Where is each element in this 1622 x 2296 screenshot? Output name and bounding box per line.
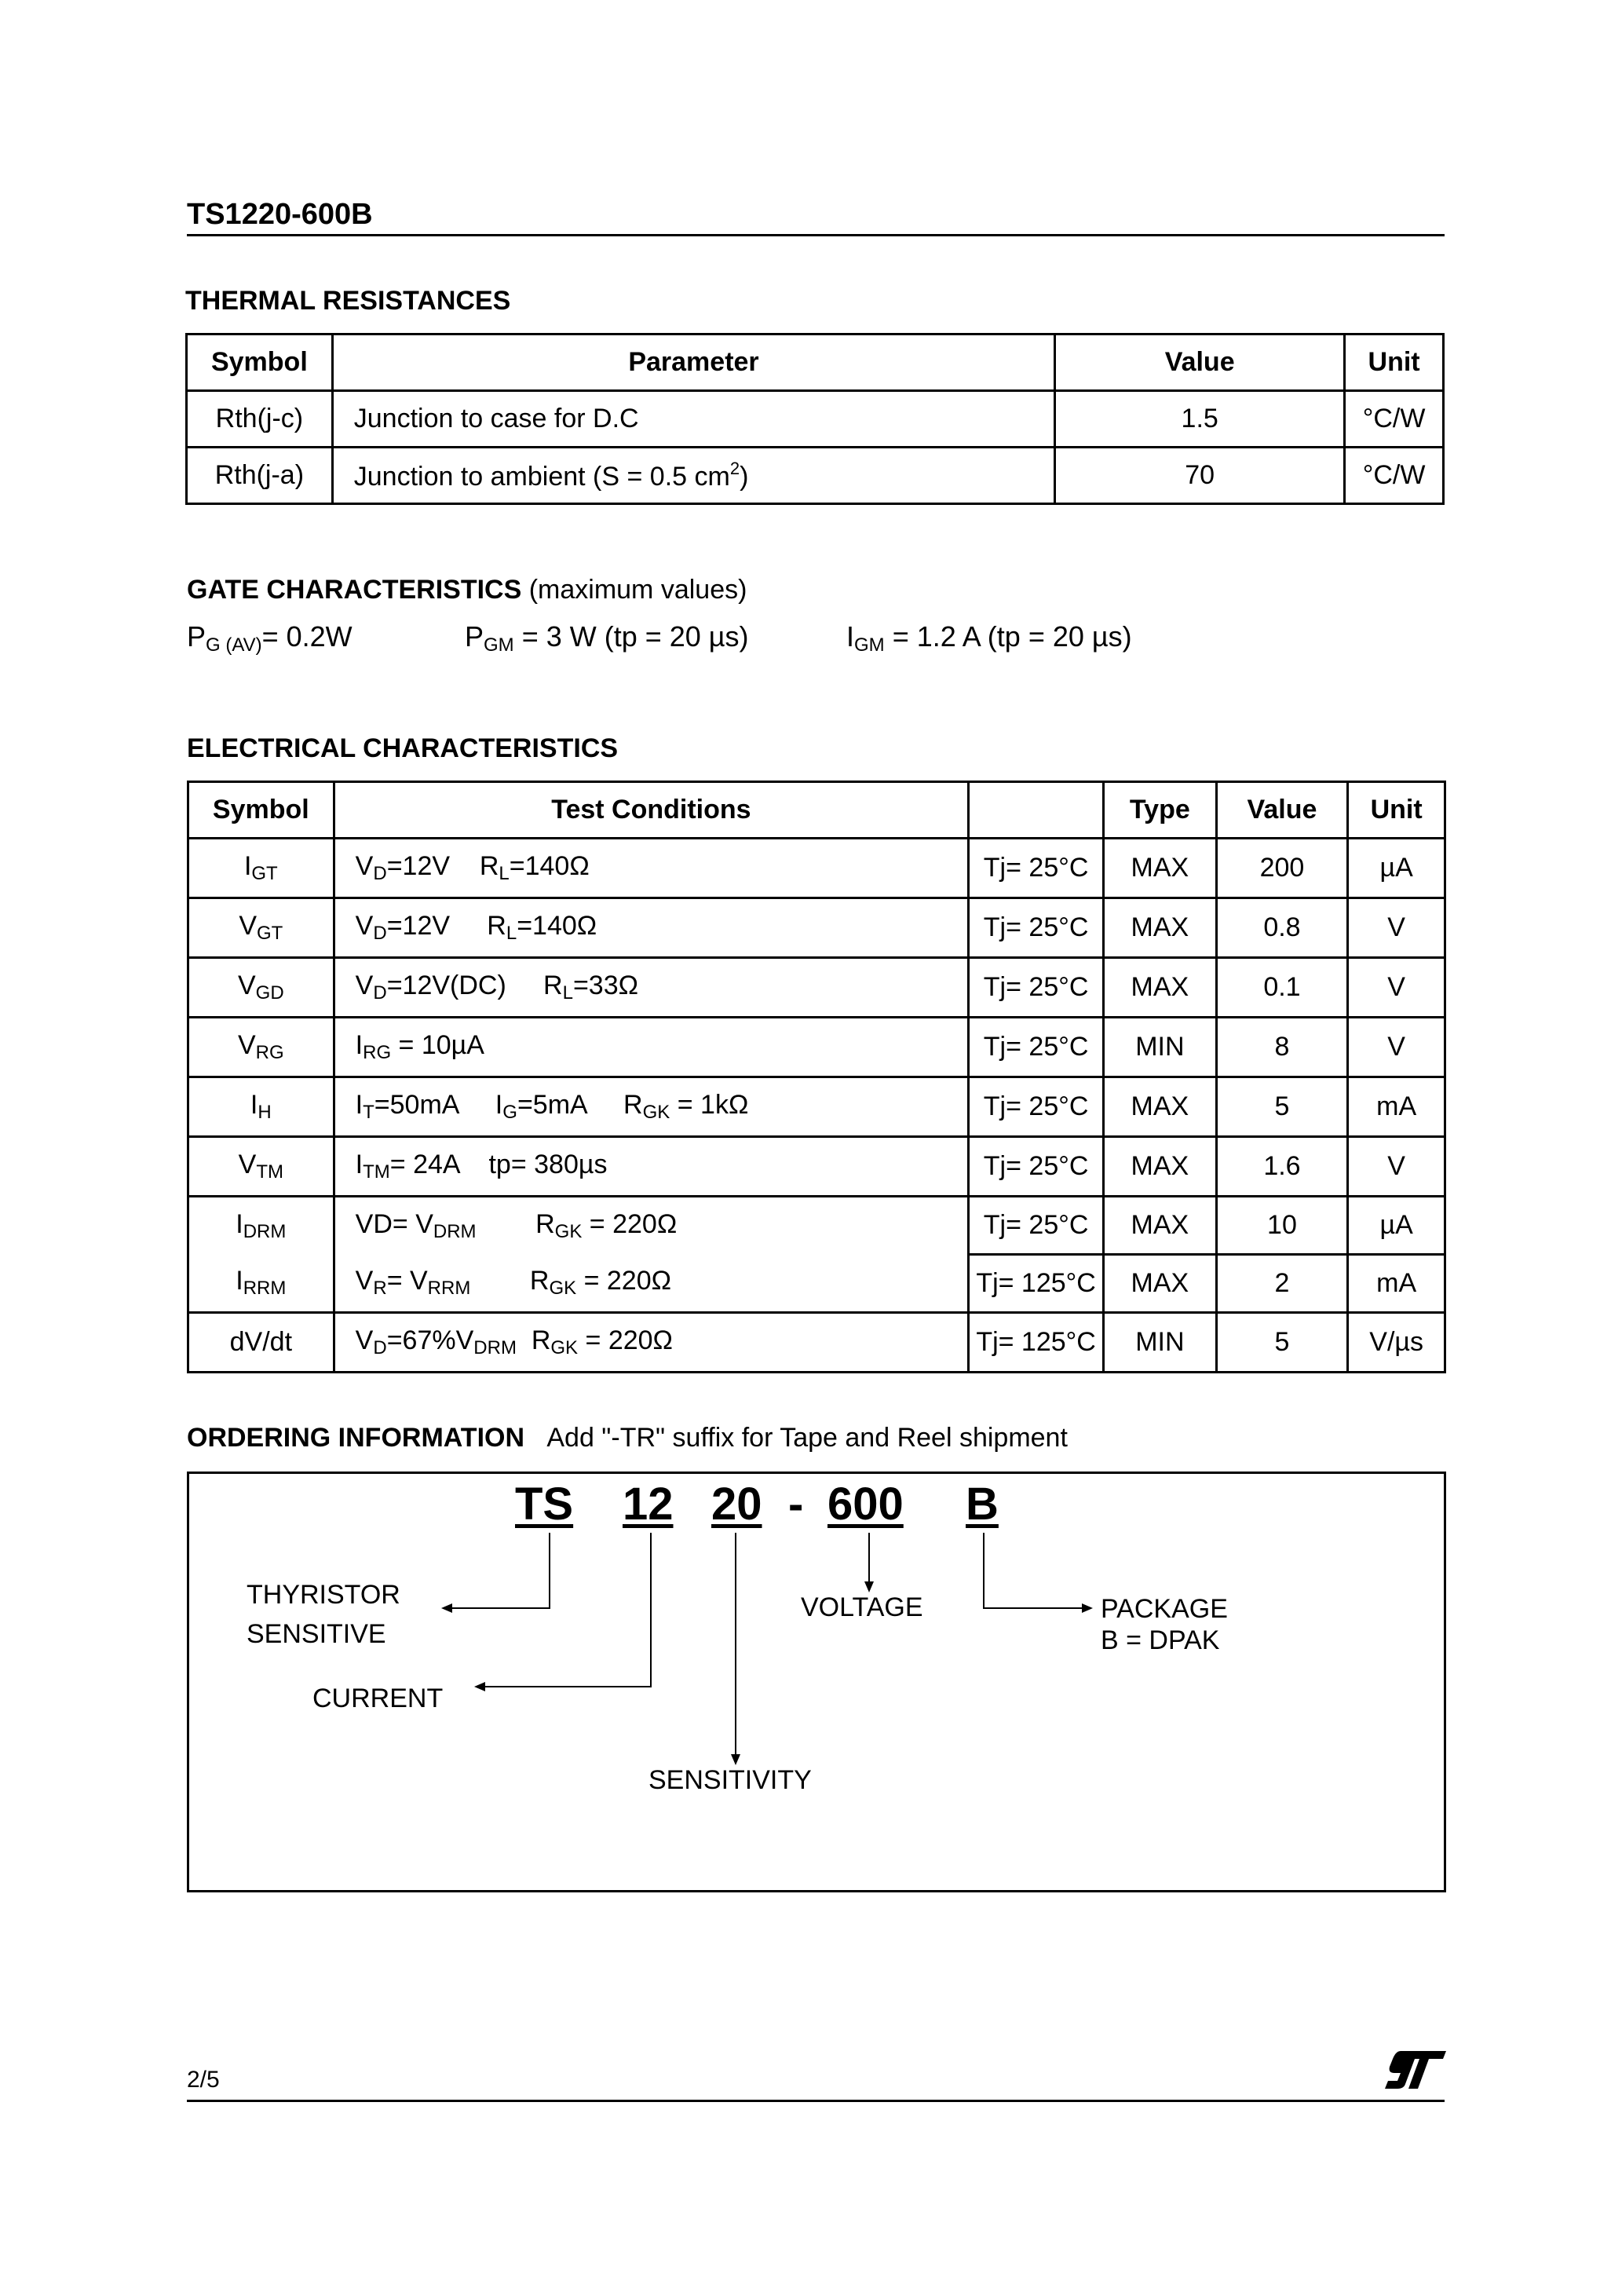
condition-subscript: D (373, 982, 387, 1004)
symbol-subscript: RG (255, 1042, 284, 1063)
symbol-main: dV/dt (229, 1327, 293, 1357)
cell-unit: °C/W (1345, 448, 1444, 504)
cell-type: MAX (1104, 1255, 1217, 1313)
cell-temperature: Tj= 25°C (969, 1018, 1104, 1077)
condition-subscript: R (373, 1278, 387, 1300)
symbol-main: I (243, 851, 252, 881)
gate-subtitle: (maximum values) (528, 575, 747, 605)
condition-text: = 10µA (391, 1030, 484, 1060)
condition-subscript: L (499, 863, 510, 884)
code-voltage: 600 (827, 1479, 904, 1530)
cell-value: 0.1 (1216, 958, 1348, 1018)
symbol-subscript: DRM (243, 1220, 287, 1242)
cell-temperature: Tj= 125°C (969, 1313, 1104, 1373)
cell-value: 70 (1055, 448, 1345, 504)
condition-text: =67%V (386, 1325, 474, 1355)
code-sensitivity: 20 (711, 1479, 762, 1530)
cell-value: 1.5 (1055, 391, 1345, 448)
pgm-text: = 3 W (tp = 20 µs) (513, 620, 749, 653)
condition-subscript: TM (363, 1161, 390, 1183)
symbol-main: I (236, 1266, 243, 1296)
condition-subscript: GK (550, 1337, 579, 1358)
cell-type: MAX (1104, 1197, 1217, 1255)
condition-text: =12V(DC) R (386, 971, 563, 1000)
header-test-conditions: Test Conditions (334, 782, 968, 839)
cell-temperature: Tj= 125°C (969, 1255, 1104, 1313)
cell-parameter: Junction to case for D.C (332, 391, 1054, 448)
condition-text: VD= V (355, 1208, 433, 1239)
condition-text: = V (386, 1266, 428, 1296)
cell-temperature: Tj= 25°C (969, 1197, 1104, 1255)
ordering-note: Add "-TR" suffix for Tape and Reel shipment (546, 1423, 1068, 1453)
ordering-title: ORDERING INFORMATION (187, 1423, 525, 1453)
cell-symbol: Rth(j-a) (187, 448, 333, 504)
condition-text: V (355, 851, 374, 881)
code-current: 12 (623, 1479, 674, 1530)
symbol-subscript: GT (251, 863, 278, 884)
cell-temperature: Tj= 25°C (969, 1077, 1104, 1137)
condition-text: = 220Ω (582, 1208, 678, 1239)
cell-type: MIN (1104, 1313, 1217, 1373)
label-sensitive: SENSITIVE (247, 1619, 386, 1649)
cell-type: MAX (1104, 1077, 1217, 1137)
cell-value: 8 (1216, 1018, 1348, 1077)
symbol-subscript: RRM (243, 1278, 287, 1300)
condition-subscript: D (373, 923, 387, 944)
header-parameter: Parameter (332, 335, 1054, 391)
cell-value: 200 (1216, 839, 1348, 898)
cell-unit: V (1348, 1137, 1445, 1197)
condition-text: V (355, 911, 374, 941)
cell-unit: µA (1348, 839, 1445, 898)
cell-value: 1.6 (1216, 1137, 1348, 1197)
condition-text: = 220Ω (576, 1266, 672, 1296)
cell-unit: V (1348, 898, 1445, 958)
igm-text: = 1.2 A (tp = 20 µs) (884, 620, 1132, 653)
cell-temperature: Tj= 25°C (969, 898, 1104, 958)
condition-subscript: GK (549, 1278, 577, 1300)
pg-text: = 0.2W (261, 620, 353, 653)
header-unit: Unit (1348, 782, 1445, 839)
symbol-subscript: GD (255, 982, 284, 1004)
condition-text: =12V R (386, 911, 506, 941)
label-package: PACKAGE (1101, 1594, 1228, 1624)
cell-unit: V (1348, 958, 1445, 1018)
cell-type: MAX (1104, 839, 1217, 898)
label-sensitivity: SENSITIVITY (648, 1765, 812, 1795)
cell-unit: mA (1348, 1255, 1445, 1313)
symbol-subscript: H (258, 1102, 272, 1123)
cell-unit: V/µs (1348, 1313, 1445, 1373)
arrowhead-current (474, 1682, 485, 1691)
symbol-subscript: GT (257, 923, 283, 944)
electrical-section-title: ELECTRICAL CHARACTERISTICS (187, 733, 619, 763)
condition-subscript: RG (363, 1042, 392, 1063)
document-title: TS1220-600B (187, 198, 373, 231)
condition-text: =12V R (386, 851, 499, 881)
condition-text: I (355, 1090, 363, 1120)
condition-subscript: DRM (473, 1337, 517, 1358)
cell-type: MAX (1104, 1137, 1217, 1197)
cell-symbol: Rth(j-c) (187, 391, 333, 448)
header-value: Value (1055, 335, 1345, 391)
thermal-section-title: THERMAL RESISTANCES (185, 286, 511, 316)
cell-type: MAX (1104, 958, 1217, 1018)
pg-symbol: P (187, 620, 206, 653)
parameter-end: ) (740, 462, 749, 492)
condition-text: = 24A tp= 380µs (389, 1150, 608, 1179)
pgm-symbol: P (465, 620, 484, 653)
cell-temperature: Tj= 25°C (969, 958, 1104, 1018)
condition-subscript: T (363, 1102, 374, 1123)
condition-text: R (470, 1266, 550, 1296)
condition-text: = 1kΩ (670, 1090, 749, 1120)
header-unit: Unit (1345, 335, 1444, 391)
cell-unit: V (1348, 1018, 1445, 1077)
condition-text: =50mA I (374, 1090, 503, 1120)
condition-text: I (355, 1030, 363, 1060)
condition-text: I (355, 1150, 363, 1179)
condition-subscript: RRM (427, 1278, 471, 1300)
header-type: Type (1104, 782, 1217, 839)
label-current: CURRENT (312, 1684, 444, 1713)
condition-text: =140Ω (517, 911, 597, 941)
cell-unit: mA (1348, 1077, 1445, 1137)
condition-subscript: D (373, 1337, 387, 1358)
cell-type: MIN (1104, 1018, 1217, 1077)
cell-value: 0.8 (1216, 898, 1348, 958)
gate-title: GATE CHARACTERISTICS (187, 575, 522, 605)
parameter-superscript: 2 (729, 459, 740, 478)
condition-text: = 220Ω (578, 1325, 673, 1355)
cell-value: 10 (1216, 1197, 1348, 1255)
condition-subscript: L (506, 923, 517, 944)
pg-subscript: G (AV) (206, 634, 262, 656)
condition-subscript: L (562, 982, 573, 1004)
code-package: B (966, 1479, 999, 1530)
igm-symbol: I (846, 620, 855, 653)
symbol-main: V (237, 971, 256, 1000)
cell-type: MAX (1104, 898, 1217, 958)
condition-subscript: D (373, 863, 387, 884)
parameter-text: Junction to ambient (S = 0.5 cm (353, 462, 730, 492)
condition-subscript: G (502, 1102, 517, 1123)
symbol-main: V (238, 1150, 257, 1179)
condition-text: R (516, 1325, 551, 1355)
condition-text: =140Ω (509, 851, 590, 881)
symbol-main: I (236, 1208, 243, 1239)
header-value: Value (1216, 782, 1348, 839)
st-logo-icon (1383, 2048, 1448, 2092)
arrowhead-package (1082, 1603, 1093, 1613)
condition-subscript: GK (554, 1220, 583, 1242)
header-symbol: Symbol (188, 782, 334, 839)
arrowhead-thyristor (441, 1603, 452, 1613)
condition-subscript: DRM (433, 1220, 477, 1242)
cell-value: 5 (1216, 1077, 1348, 1137)
arrowhead-voltage (864, 1581, 874, 1592)
page-number: 2/5 (187, 2067, 220, 2093)
condition-subscript: GK (642, 1102, 670, 1123)
condition-text: V (355, 1266, 374, 1296)
symbol-main: I (250, 1090, 258, 1120)
igm-subscript: GM (854, 634, 885, 656)
code-ts: TS (515, 1479, 574, 1530)
footer-rule (187, 2100, 1445, 2102)
cell-unit: µA (1348, 1197, 1445, 1255)
label-package-b: B = DPAK (1101, 1625, 1220, 1655)
condition-text: =5mA R (517, 1090, 643, 1120)
condition-text: V (355, 971, 374, 1000)
cell-value: 2 (1216, 1255, 1348, 1313)
header-symbol: Symbol (187, 335, 333, 391)
label-voltage: VOLTAGE (801, 1592, 923, 1622)
symbol-main: V (237, 1030, 256, 1060)
cell-unit: °C/W (1345, 391, 1444, 448)
condition-text: R (476, 1208, 555, 1239)
cell-temperature: Tj= 25°C (969, 1137, 1104, 1197)
cell-temperature: Tj= 25°C (969, 839, 1104, 898)
condition-text: =33Ω (572, 971, 639, 1000)
pgm-subscript: GM (484, 634, 514, 656)
label-thyristor: THYRISTOR (247, 1580, 400, 1610)
arrowhead-sensitivity (731, 1754, 740, 1765)
symbol-main: V (239, 911, 257, 941)
symbol-subscript: TM (256, 1161, 283, 1183)
condition-text: V (355, 1325, 374, 1355)
code-dash: - (788, 1479, 804, 1530)
cell-value: 5 (1216, 1313, 1348, 1373)
